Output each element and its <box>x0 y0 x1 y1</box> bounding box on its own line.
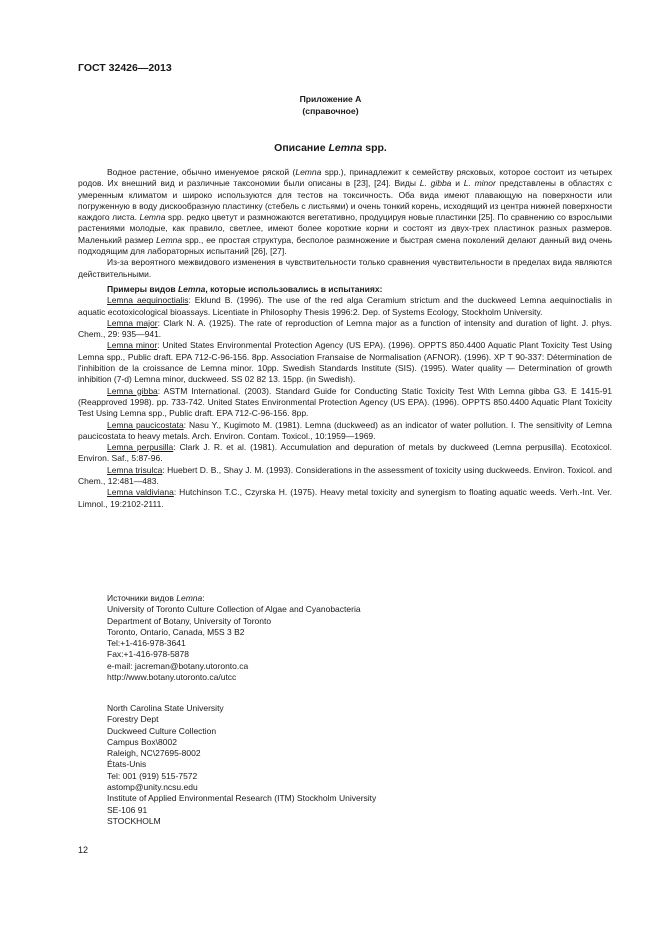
examples-heading-suffix: , которые использовались в испытаниях: <box>205 283 383 294</box>
reference-text: : Huebert D. B., Shay J. M. (1993). Considerations in the assessment of toxicity using duckweeds. Environ. Toxicol. and Chem., 12:481—483. <box>78 464 613 487</box>
address-line: États-Unis <box>107 759 147 770</box>
italic-term: L. gibba <box>419 178 452 189</box>
address-line: Department of Botany, University of Toronto <box>107 615 272 626</box>
reference-item <box>78 340 612 385</box>
address-line: http://www.botany.utoronto.ca/utcc <box>107 672 237 683</box>
sources-label-suffix: : <box>202 593 205 603</box>
appendix-heading <box>0 93 661 117</box>
section-title-suffix: spp. <box>362 142 387 154</box>
sources-label-italic: Lemna <box>176 593 203 603</box>
address-line: Raleigh, NC\27695-8002 <box>107 748 201 759</box>
reference-text: : United States Environmental Protection Agency (US EPA). (1996). OPPTS 850.4400 Aquatic Plant Toxicity Test Using Lemna spp., Public draft. EPA 712-C-96-156. 8pp. Association Fransaise de Normalisation (AFNOR). (1996). XP T 90-337: Détermination de l'inhibition de la croissance de Lemna minor. 10pp. Swedish Standards Institute (SIS). (1995). Water quality — Determination of growth inhibition (7-d) Lemna minor, duckweed. SS 02 82 13. 15pp. (in Swedish). <box>78 340 612 385</box>
address-line: SE-106 91 <box>107 804 148 815</box>
species-name: Lemna trisulca <box>107 464 163 475</box>
reference-item <box>78 420 612 443</box>
examples-heading-italic: Lemna <box>177 283 206 294</box>
address-line: Toronto, Ontario, Canada, M5S 3 B2 <box>107 626 245 637</box>
address-line: astomp@unity.ncsu.edu <box>107 782 198 793</box>
reference-list <box>78 295 612 510</box>
italic-term: Lemna <box>139 212 166 223</box>
address-line: Tel:+1-416-978-3641 <box>107 638 186 649</box>
italic-term: Lemna <box>156 234 183 245</box>
italic-term: L. minor <box>463 178 496 189</box>
appendix-subtitle: (справочное) <box>302 106 359 116</box>
reference-item <box>78 442 612 465</box>
text-run: spp. редко цветут и размножаются вегетативно, продуцируя новые пластинки [25]. По сравнению со взрослыми растениями молодые, как правило, светлее, имеют более короткие корни и состоят из двух-трех пластинок разных размеров. Маленький размер <box>78 212 612 245</box>
address-line: Duckweed Culture Collection <box>107 725 217 736</box>
section-title-prefix: Описание <box>274 142 329 154</box>
species-name: Lemna valdiviana <box>107 487 174 498</box>
species-name: Lemna paucicostata <box>107 419 184 430</box>
address-line: Fax:+1-416-978-5878 <box>107 649 189 660</box>
reference-text: : Eklund B. (1996). The use of the red alga Ceramium strictum and the duckweed Lemna aequinoctialis in aquatic ecotoxicological bioassays. Licentiate in Philosophy Thesis 1996:2. Dep. of Systems Ecology, Stockholm University. <box>78 295 612 317</box>
examples-heading-prefix: Примеры видов <box>107 283 178 294</box>
reference-item <box>78 465 612 488</box>
sources-label <box>107 593 361 604</box>
text-run: и <box>451 178 464 189</box>
reference-item <box>78 295 612 318</box>
reference-text: : Nasu Y., Kugimoto M. (1981). Lemna (duckweed) as an indicator of water pollution. I. The sensitivity of Lemna paucicostata to heavy metals. Arch. Environ. Contam. Toxicol., 10:1959—1969. <box>78 419 612 441</box>
intro-paragraph-1 <box>78 167 612 257</box>
intro-paragraph-2: Из-за вероятного межвидового изменения в чувствительности только сравнения чувствительности в пределах вида являются действительными. <box>78 257 612 279</box>
address-line: Tel: 001 (919) 515-7572 <box>107 770 198 781</box>
text-run: spp.), принадлежит к семейству рясковых, которое состоит из четырех родов. Их внешний вид и различные таксономии были описаны в [23], [24]. Виды <box>78 167 612 189</box>
address-line: Forestry Dept <box>107 714 159 725</box>
ncsu-address <box>107 703 376 827</box>
reference-item <box>78 487 612 510</box>
body-text <box>78 167 612 510</box>
address-line: Campus Box\8002 <box>107 736 177 747</box>
examples-heading <box>78 284 612 295</box>
appendix-title: Приложение А <box>299 94 362 104</box>
section-title-italic: Lemna <box>328 142 363 154</box>
reference-item <box>78 386 612 420</box>
reference-text: : Clark N. A. (1925). The rate of reproduction of Lemna major as a function of intensity and duration of light. J. phys. Chem., 29: 935—941. <box>78 317 613 340</box>
address-line: Institute of Applied Environmental Research (ITM) Stockholm University <box>107 793 377 804</box>
text-run: Водное растение, обычно именуемое ряской ( <box>107 167 296 177</box>
address-line: North Carolina State University <box>107 703 224 713</box>
species-name: Lemna perpusilla <box>107 442 174 453</box>
species-name: Lemna major <box>107 317 158 328</box>
sources-label-prefix: Источники видов <box>107 593 177 603</box>
standard-number: ГОСТ 32426—2013 <box>78 62 172 74</box>
sources-block <box>107 593 361 683</box>
reference-text: : Hutchinson T.C., Czyrska H. (1975). Heavy metal toxicity and synergism to floating aquatic weeds. Verh.-Int. Ver. Limnol., 19:2102-2111. <box>78 487 613 509</box>
reference-text: : ASTM International. (2003). Standard Guide for Conducting Static Toxicity Test With Lemna gibba G3. E 1415-91 (Reapproved 1998). pp. 733-742. United States Environmental Protection Agency (US EPA). (1996). OPPTS 850.4400 Aquatic Plant Toxicity Test Using Lemna spp., Public draft. EPA 712-C-96-156. 8pp. <box>78 385 612 419</box>
section-title <box>0 142 661 154</box>
address-line: e-mail: jacreman@botany.utoronto.ca <box>107 660 249 671</box>
address-line: University of Toronto Culture Collection of Algae and Cyanobacteria <box>107 604 361 615</box>
species-name: Lemna minor <box>107 340 158 351</box>
species-name: Lemna gibba <box>107 385 158 396</box>
address-line: STOCKHOLM <box>107 815 161 826</box>
reference-text: : Clark J. R. et al. (1981). Accumulation and depuration of metals by duckweed (Lemna perpusilla). Ecotoxicol. Environ. Saf., 5:87-96. <box>78 442 613 464</box>
page-number: 12 <box>78 845 89 855</box>
italic-term: Lemna <box>295 167 322 177</box>
toronto-address <box>107 604 361 683</box>
text-run: представлены в областях с умеренным климатом и широко используются для тестов на токсичность. Оба вида имеют плавающую на поверхности или погруженную в воду дискообразную пластинку (стебель с листьями) и очень тонкий корень, исходящий из центра нижней поверхности каждого листа. <box>78 178 613 223</box>
text-run: spp., ее простая структура, бесполое размножение и быстрая смена поколений делают данный вид очень подходящим для лабораторных испытаний [26], [27]. <box>78 234 612 257</box>
reference-item <box>78 318 612 341</box>
species-name: Lemna aequinoctialis <box>107 295 189 306</box>
